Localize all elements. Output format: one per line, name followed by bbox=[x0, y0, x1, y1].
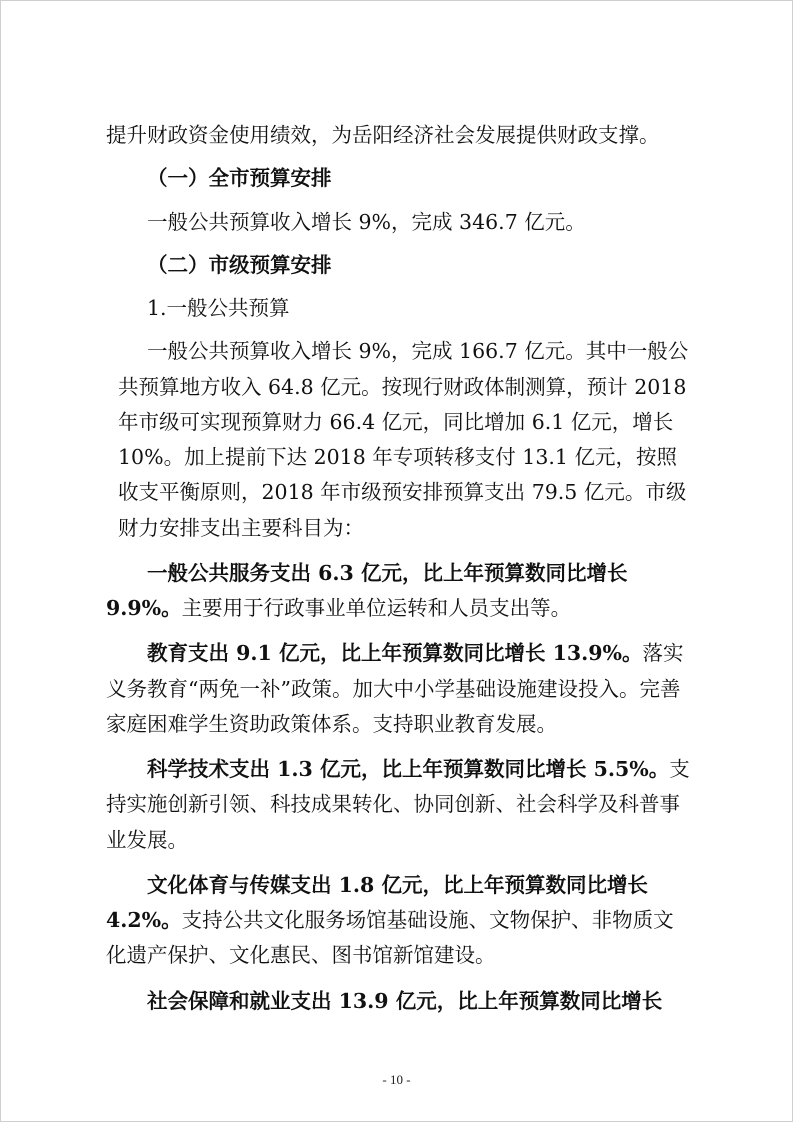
page-number: - 10 - bbox=[382, 1072, 411, 1087]
expenditure-item-title: 科学技术支出 1.3 亿元，比上年预算数同比增长 5.5%。 bbox=[147, 757, 670, 781]
intro-line: 提升财政资金使用绩效，为岳阳经济社会发展提供财政支撑。 bbox=[106, 123, 660, 147]
expenditure-item-text: 支持公共文化服务场馆基础设施、文物保护、非物质文化遗产保护、文化惠民、图书馆新馆建设。 bbox=[106, 908, 674, 968]
expenditure-item-text: 主要用于行政事业单位运转和人员支出等。 bbox=[181, 596, 572, 620]
expenditure-item-general-public-services bbox=[106, 556, 691, 627]
expenditure-item-science-technology bbox=[106, 752, 691, 858]
paragraph-municipal-revenue bbox=[106, 334, 691, 546]
paragraph-municipal-revenue-first-line: 一般公共预算收入增长 9%，完成 166.7 亿元。其中一般公 bbox=[147, 339, 689, 364]
expenditure-item-title: 一般公共服务支出 6.3 亿元，比上年预算数同比增长 9.9%。 bbox=[106, 560, 628, 620]
expenditure-item-text: 支持实施创新引领、科技成果转化、协同创新、社会科学及科普事业发展。 bbox=[106, 757, 690, 852]
expenditure-item-title: 文化体育与传媒支出 1.8 亿元，比上年预算数同比增长 4.2%。 bbox=[106, 872, 648, 932]
paragraph-citywide-revenue: 一般公共预算收入增长 9%，完成 346.7 亿元。 bbox=[147, 209, 586, 234]
paragraph-municipal-revenue-rest: 共预算地方收入 64.8 亿元。按现行财政体制测算，预计 2018 年市级可实现预算财力 66.4 亿元，同比增加 6.1 亿元，增长 10%。加上提前下达 2018 年专项转移支付 13.1 亿元，按照收支平衡原则，2018 年市级预安排预算支出 79.5 亿元。市级财力安排支出主要科目为： bbox=[118, 374, 687, 540]
heading-citywide-budget: （一）全市预算安排 bbox=[147, 166, 332, 191]
expenditure-item-text: 落实义务教育“两免一补”政策。加大中小学基础设施建设投入。完善家庭困难学生资助政策体系。支持职业教育发展。 bbox=[106, 641, 684, 736]
document-body bbox=[106, 118, 691, 1019]
expenditure-item-title: 社会保障和就业支出 13.9 亿元，比上年预算数同比增长 bbox=[147, 988, 663, 1013]
expenditure-item-education bbox=[106, 636, 691, 742]
expenditure-item-title: 教育支出 9.1 亿元，比上年预算数同比增长 13.9%。 bbox=[147, 641, 643, 666]
expenditure-item-social-security bbox=[106, 984, 691, 1019]
subheading-general-public-budget: 1.一般公共预算 bbox=[147, 296, 290, 320]
heading-municipal-budget: （二）市级预算安排 bbox=[147, 252, 332, 277]
expenditure-item-culture-sports-media bbox=[106, 868, 691, 974]
